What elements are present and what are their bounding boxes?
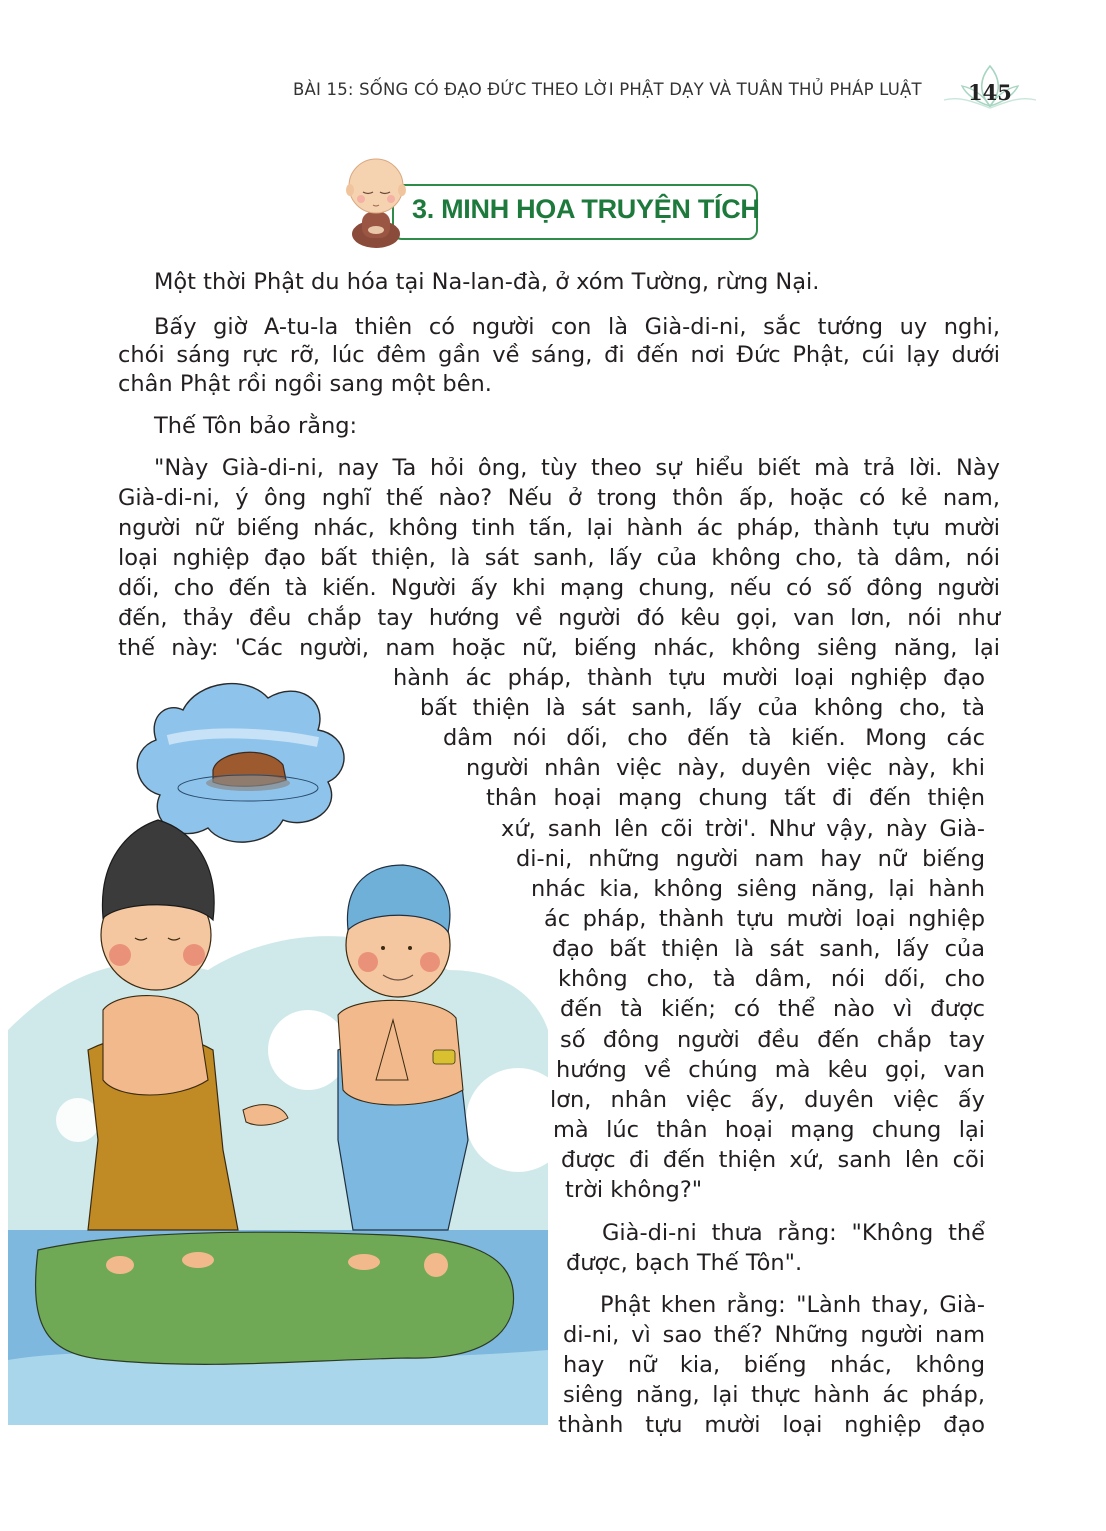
paragraph-line: loại nghiệp đạo bất thiện, là sát sanh, lấy của không cho, tà dâm, nói xyxy=(118,545,1000,571)
story-illustration xyxy=(8,670,548,1425)
paragraph-line: siêng năng, lại thực hành ác pháp, xyxy=(563,1382,985,1408)
paragraph-line: chói sáng rực rỡ, lúc đêm gần về sáng, đi đến nơi Đức Phật, cúi lạy dưới xyxy=(118,342,1000,368)
paragraph-line: lơn, nhân việc ấy, duyên việc ấy xyxy=(550,1087,985,1113)
paragraph-line: thân hoại mạng chung tất đi đến thiện xyxy=(486,785,985,811)
paragraph-line: hành ác pháp, thành tựu mười loại nghiệp đạo xyxy=(393,665,985,691)
paragraph-line: di-ni, những người nam hay nữ biếng xyxy=(516,846,985,872)
paragraph-line: số đông người đều đến chắp tay xyxy=(560,1027,985,1053)
paragraph-line: được đi đến thiện xứ, sanh lên cõi xyxy=(561,1147,985,1173)
paragraph-line: Già-di-ni, ý ông nghĩ thế nào? Nếu ở trong thôn ấp, hoặc có kẻ nam, xyxy=(118,485,1000,511)
paragraph-line: xứ, sanh lên cõi trời'. Như vậy, này Già- xyxy=(501,816,985,842)
paragraph-line: Một thời Phật du hóa tại Na-lan-đà, ở xóm Tường, rừng Nại. xyxy=(154,269,820,295)
paragraph-line: Phật khen rằng: "Lành thay, Già- xyxy=(600,1292,985,1318)
paragraph-line: di-ni, vì sao thế? Những người nam xyxy=(563,1322,985,1348)
page-number-badge xyxy=(940,62,1040,118)
paragraph-line: bất thiện là sát sanh, lấy của không cho, tà xyxy=(420,695,985,721)
paragraph-line: đến tà kiến; có thể nào vì được xyxy=(560,996,985,1022)
page-number: 145 xyxy=(968,80,1012,105)
paragraph-line: không cho, tà dâm, nói dối, cho xyxy=(558,966,985,992)
paragraph-line: người nhân việc này, duyên việc này, khi xyxy=(466,755,985,781)
paragraph-line: đạo bất thiện là sát sanh, lấy của xyxy=(552,936,985,962)
paragraph-line: thế này: 'Các người, nam hoặc nữ, biếng nhác, không siêng năng, lại xyxy=(118,635,1000,661)
paragraph-line: hay nữ kia, biếng nhác, không xyxy=(563,1352,985,1378)
paragraph-line: dâm nói dối, cho đến tà kiến. Mong các xyxy=(443,725,985,751)
paragraph-line: người nữ biếng nhác, không tinh tấn, lại hành ác pháp, thành tựu mười xyxy=(118,515,1000,541)
paragraph-line: Già-di-ni thưa rằng: "Không thể xyxy=(602,1220,985,1246)
paragraph-line: dối, cho đến tà kiến. Người ấy khi mạng chung, nếu có số đông người xyxy=(118,575,1000,601)
paragraph-line: hướng về chúng mà kêu gọi, van xyxy=(556,1057,985,1083)
monk-mascot-icon xyxy=(336,150,416,250)
paragraph-line: đến, thảy đều chắp tay hướng về người đó kêu gọi, van lơn, nói như xyxy=(118,605,1000,631)
paragraph-line: "Này Già-di-ni, nay Ta hỏi ông, tùy theo sự hiểu biết mà trả lời. Này xyxy=(154,455,1000,481)
thought-bubble xyxy=(137,684,344,843)
paragraph-line: chân Phật rồi ngồi sang một bên. xyxy=(118,371,492,397)
paragraph-line: nhác kia, không siêng năng, lại hành xyxy=(531,876,985,902)
paragraph-line: thành tựu mười loại nghiệp đạo xyxy=(558,1412,985,1438)
paragraph-line: trời không?" xyxy=(565,1177,703,1203)
paragraph-line: Thế Tôn bảo rằng: xyxy=(154,413,358,439)
gamani-figure xyxy=(338,865,468,1277)
paragraph-line: mà lúc thân hoại mạng chung lại xyxy=(553,1117,985,1143)
paragraph-line: được, bạch Thế Tôn". xyxy=(566,1250,803,1276)
running-header: BÀI 15: SỐNG CÓ ĐẠO ĐỨC THEO LỜI PHẬT DẠY VÀ TUÂN THỦ PHÁP LUẬT xyxy=(293,80,922,99)
paragraph-line: ác pháp, thành tựu mười loại nghiệp xyxy=(544,906,985,932)
paragraph-line: Bấy giờ A-tu-la thiên có người con là Già-di-ni, sắc tướng uy nghi, xyxy=(154,314,1000,340)
section-title: 3. MINH HỌA TRUYỆN TÍCH xyxy=(412,194,760,224)
